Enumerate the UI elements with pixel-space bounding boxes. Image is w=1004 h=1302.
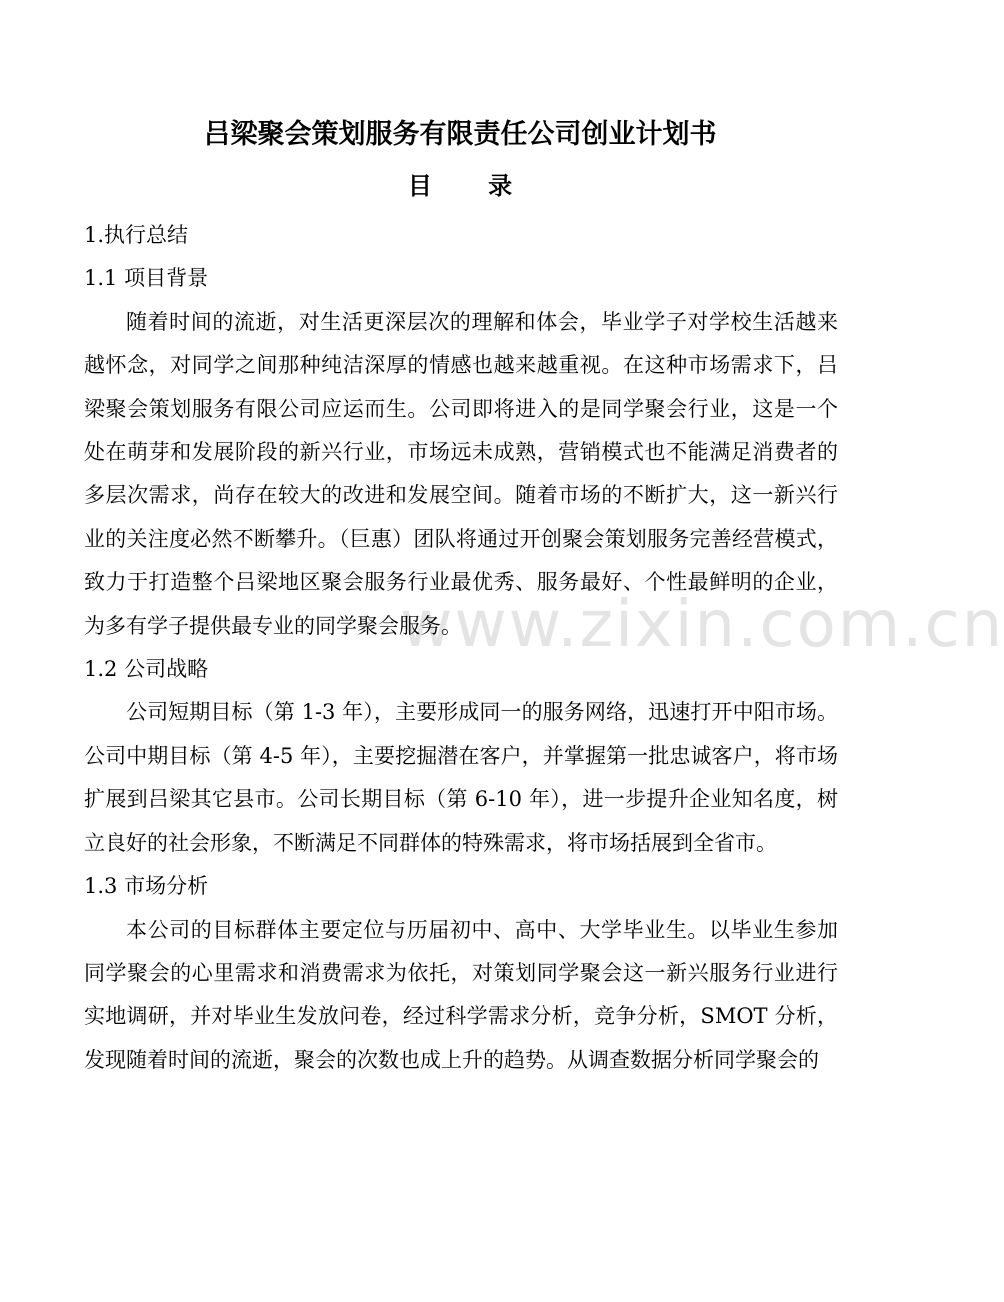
section-heading-1: 1.执行总结 — [84, 223, 189, 247]
document-title: 吕梁聚会策划服务有限责任公司创业计划书 — [203, 119, 717, 150]
paragraph-company-strategy: 公司短期目标（第 1-3 年），主要形成同一的服务网络，迅速打开中阳市场。公司中期目标（第 4-5 年），主要挖掘潜在客户，并掌握第一批忠诚客户，将市场扩展到吕梁其它县市。公司长期目标（第 6-10 年），进一步提升企业知名度，树立良好的社会形象，不断满足不同群体的特殊需求，将市场括展到全省市。 — [84, 700, 838, 855]
document-body — [84, 214, 838, 1082]
watermark: www.zixin.com.cn — [400, 588, 1004, 662]
section-heading-1-2: 1.2 公司战略 — [84, 657, 209, 682]
section-heading-1-1: 1.1 项目背景 — [84, 266, 209, 291]
paragraph-project-background: 随着时间的流逝，对生活更深层次的理解和体会，毕业学子对学校生活越来越怀念，对同学之间那种纯洁深厚的情感也越来越重视。在这种市场需求下，吕梁聚会策划服务有限公司应运而生。公司即将进入的是同学聚会行业，这是一个处在萌芽和发展阶段的新兴行业，市场远未成熟，营销模式也不能满足消费者的多层次需求，尚存在较大的改进和发展空间。随着市场的不断扩大，这一新兴行业的关注度必然不断攀升。（巨惠）团队将通过开创聚会策划服务完善经营模式，致力于打造整个吕梁地区聚会服务行业最优秀、服务最好、个性最鲜明的企业，为多有学子提供最专业的同学聚会服务。 — [84, 309, 838, 638]
section-heading-1-3: 1.3 市场分析 — [84, 874, 209, 899]
toc-heading: 目 录 — [407, 172, 537, 200]
paragraph-market-analysis: 本公司的目标群体主要定位与历届初中、高中、大学毕业生。以毕业生参加同学聚会的心里需求和消费需求为依托，对策划同学聚会这一新兴服务行业进行实地调研，并对毕业生发放问卷，经过科学需求分析，竞争分析，SMOT 分析，发现随着时间的流逝，聚会的次数也成上升的趋势。从调查数据分析同学聚会的 — [84, 917, 838, 1072]
